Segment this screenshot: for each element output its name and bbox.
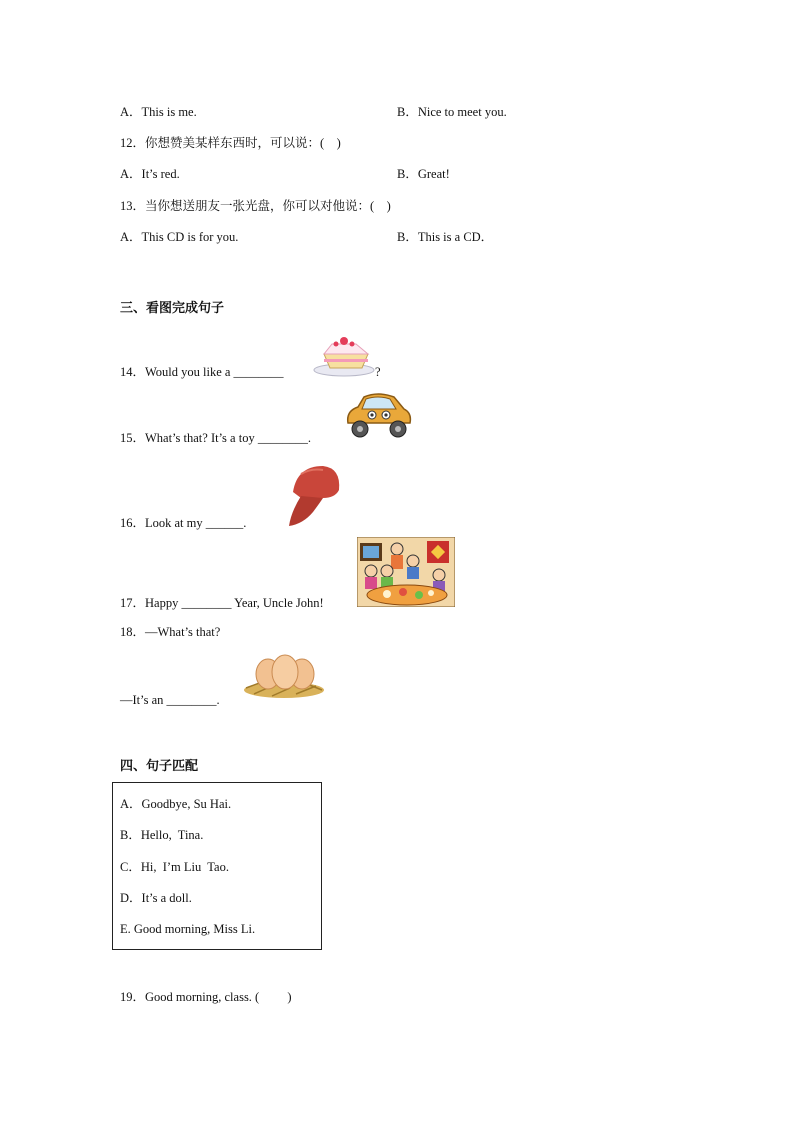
red-cap-icon	[283, 462, 345, 532]
q13-option-b: B．This is a CD．	[397, 230, 494, 244]
eggs-nest-icon	[242, 652, 326, 700]
q12-prompt: 12．你想赞美某样东西时，可以说：( )	[120, 136, 341, 150]
q16-text: 16．Look at my ______.	[120, 516, 247, 530]
q13-option-a: A．This CD is for you.	[120, 230, 239, 244]
q14-text: 14．Would you like a ________	[120, 365, 284, 379]
q18-question: 18．—What’s that?	[120, 625, 221, 639]
q12-option-a: A．It’s red.	[120, 167, 180, 181]
match-option-d: D．It’s a doll.	[120, 891, 192, 905]
q17-text: 17．Happy ________ Year, Uncle John!	[120, 596, 324, 610]
section3-heading: 三、看图完成句子	[120, 301, 225, 316]
match-option-c: C．Hi, I’m Liu Tao.	[120, 860, 229, 874]
q12-option-b: B．Great!	[397, 167, 450, 181]
q19-text: 19．Good morning, class. ( )	[120, 990, 292, 1004]
match-option-a: A．Goodbye, Su Hai.	[120, 797, 232, 811]
cake-slice-icon	[312, 332, 376, 378]
q14-tail: ?	[375, 365, 381, 379]
match-option-b: B．Hello, Tina.	[120, 828, 204, 842]
q11-option-b: B．Nice to meet you.	[397, 105, 507, 119]
q11-option-a: A．This is me.	[120, 105, 197, 119]
match-option-e: E. Good morning, Miss Li.	[120, 922, 256, 936]
q18-answer: —It’s an ________.	[120, 693, 220, 707]
toy-car-icon	[342, 389, 414, 441]
section4-heading: 四、句子匹配	[120, 759, 199, 774]
q15-text: 15．What’s that? It’s a toy ________.	[120, 431, 311, 445]
q13-prompt: 13．当你想送朋友一张光盘，你可以对他说：( )	[120, 199, 391, 213]
family-dinner-icon	[357, 537, 455, 607]
